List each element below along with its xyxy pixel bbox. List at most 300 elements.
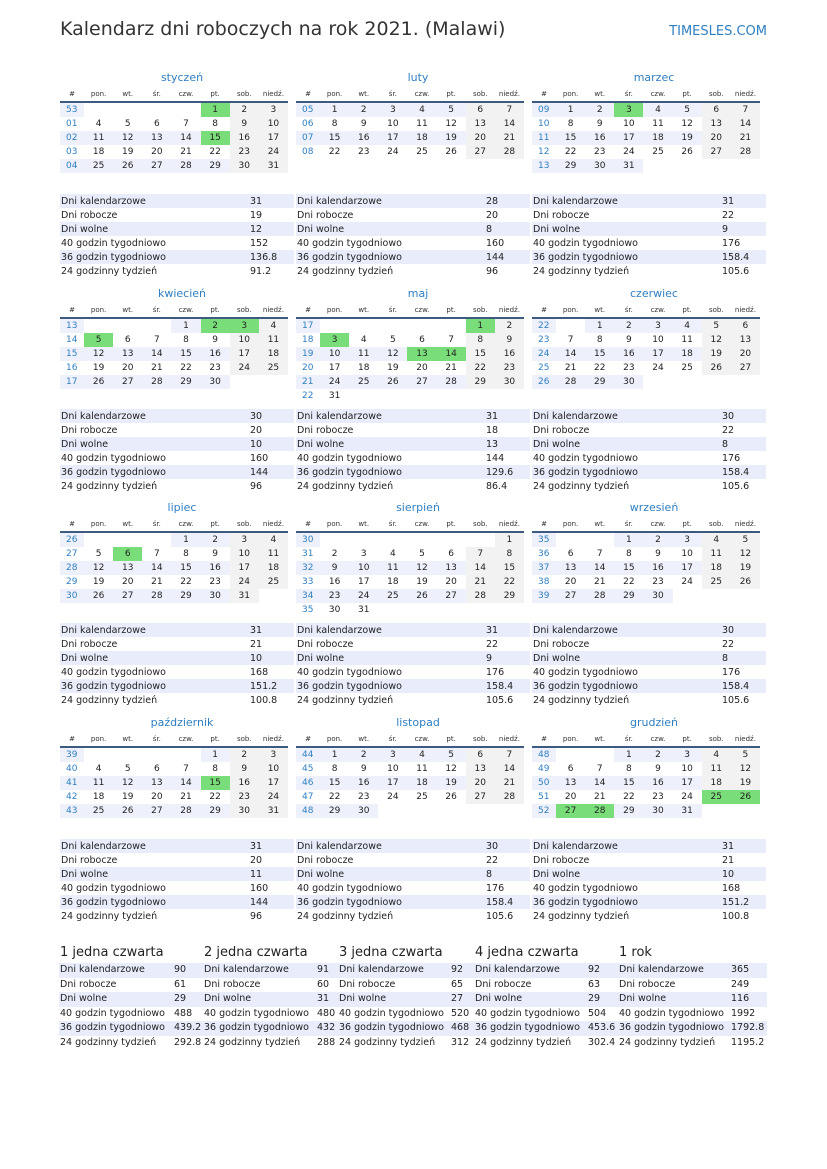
- day-cell: 24: [387, 792, 399, 802]
- weekend-cell: 26: [702, 361, 731, 375]
- week-number: 48: [296, 804, 320, 818]
- stat-row: [60, 637, 294, 651]
- week-number: 52: [532, 804, 556, 818]
- summary-label: Dni kalendarzowe: [475, 964, 560, 975]
- stat-row: [532, 222, 766, 236]
- day-cell: 28: [142, 589, 171, 603]
- day-cell: [437, 389, 466, 403]
- week-row: [532, 117, 760, 131]
- day-cell: 7: [183, 764, 189, 774]
- week-row: [296, 389, 524, 403]
- weekend-cell: 25: [259, 361, 288, 375]
- day-cell: [230, 375, 259, 389]
- day-cell: [349, 532, 378, 547]
- stat-row: [60, 693, 294, 707]
- weekday-label: śr.: [378, 86, 407, 102]
- day-cell: [113, 102, 142, 117]
- month-calendar: [532, 286, 760, 389]
- holiday-cell: 15: [201, 131, 230, 145]
- weekday-header: [532, 86, 760, 102]
- month-name: grudzień: [629, 716, 679, 729]
- stat-value: 10: [721, 867, 766, 881]
- week-row: [60, 347, 288, 361]
- month-name: luty: [407, 71, 429, 84]
- day-cell: 2: [349, 747, 378, 762]
- stat-row: [296, 451, 530, 465]
- weekday-label: śr.: [614, 86, 643, 102]
- week-number: 24: [532, 347, 556, 361]
- weekend-cell: 6: [466, 102, 495, 117]
- stat-value: 160: [250, 882, 269, 894]
- stat-value: 158.4: [721, 250, 766, 264]
- day-cell: 25: [84, 804, 113, 818]
- summary-label: Dni kalendarzowe: [339, 964, 424, 975]
- weekend-cell: 11: [702, 762, 731, 776]
- day-cell: 26: [113, 159, 142, 173]
- stat-value: 158.4: [721, 679, 766, 693]
- week-row: [296, 375, 524, 389]
- weekday-label: pon.: [320, 731, 349, 747]
- day-cell: 14: [171, 776, 200, 790]
- day-cell: [731, 159, 760, 173]
- weekday-label: pt.: [673, 302, 702, 318]
- week-number: 23: [538, 335, 550, 345]
- stat-row: [296, 665, 530, 679]
- weekday-label: czw.: [407, 302, 436, 318]
- holiday-cell: 1: [466, 318, 495, 333]
- stat-row: [296, 853, 530, 867]
- day-cell: [495, 804, 524, 818]
- stat-label: Dni robocze: [297, 424, 354, 436]
- day-cell: [556, 747, 585, 762]
- month-calendar: [532, 70, 760, 173]
- week-number: 35: [302, 605, 314, 615]
- weekend-cell: 6: [731, 318, 760, 333]
- weekend-cell: 13: [731, 333, 760, 347]
- stat-value: 22: [486, 854, 499, 866]
- weekend-cell: 27: [466, 145, 495, 159]
- weekday-label: śr.: [378, 516, 407, 532]
- weekend-cell: 10: [259, 762, 288, 776]
- weekend-cell: 4: [702, 747, 731, 762]
- weekend-cell: 29: [495, 589, 524, 603]
- day-cell: 28: [556, 375, 585, 389]
- stat-value: 168: [722, 882, 741, 894]
- weekday-label: śr.: [614, 516, 643, 532]
- weekday-label: pon.: [556, 731, 585, 747]
- day-cell: 22: [593, 363, 606, 373]
- day-cell: 1: [585, 318, 614, 333]
- summary-label: Dni wolne: [619, 993, 667, 1004]
- weekend-cell: 10: [259, 117, 288, 131]
- weekend-cell: 27: [731, 361, 760, 375]
- weekend-cell: 2: [230, 747, 259, 762]
- weekday-label: niedź.: [495, 302, 524, 318]
- day-cell: 19: [121, 792, 134, 802]
- stat-row: [60, 250, 294, 264]
- weekday-label: pt.: [673, 86, 702, 102]
- weekend-cell: 14: [731, 117, 760, 131]
- day-cell: [702, 159, 731, 173]
- stat-row: [532, 623, 766, 637]
- holiday-cell: 3: [320, 333, 349, 347]
- day-cell: 12: [84, 561, 113, 575]
- day-cell: 14: [585, 776, 614, 790]
- summary-label: 24 godzinny tydzień: [204, 1036, 301, 1048]
- day-cell: [556, 532, 585, 547]
- stat-row: [532, 665, 766, 679]
- week-number: 30: [60, 589, 84, 603]
- day-cell: 12: [113, 131, 142, 145]
- month-name: sierpień: [396, 501, 440, 514]
- stat-label: 40 godzin tygodniowo: [533, 452, 638, 464]
- day-cell: 10: [387, 119, 399, 129]
- month-grid: [532, 516, 760, 603]
- stat-label: 40 godzin tygodniowo: [61, 237, 166, 249]
- weekend-cell: 19: [731, 561, 760, 575]
- stat-row: [60, 895, 294, 909]
- stat-row: [296, 839, 530, 853]
- summary-value: 60: [317, 978, 330, 990]
- weekend-cell: 9: [495, 333, 524, 347]
- day-cell: 20: [151, 792, 163, 802]
- day-cell: 11: [652, 119, 664, 129]
- week-number: 37: [532, 561, 556, 575]
- week-row: [532, 589, 760, 603]
- day-cell: 9: [596, 119, 603, 129]
- weekday-label: czw.: [643, 731, 672, 747]
- day-cell: 22: [564, 147, 577, 157]
- stat-value: 151.2: [249, 679, 294, 693]
- day-cell: 14: [142, 561, 171, 575]
- day-cell: 17: [357, 577, 370, 587]
- weekday-label: sob.: [466, 86, 495, 102]
- day-cell: 12: [378, 347, 407, 361]
- weekend-cell: 7: [731, 102, 760, 117]
- week-row: [60, 561, 288, 575]
- day-cell: 20: [121, 577, 134, 587]
- day-cell: 22: [623, 792, 635, 802]
- day-cell: [320, 532, 349, 547]
- week-number: 19: [296, 347, 320, 361]
- stat-value: 8: [485, 867, 530, 881]
- stat-label: Dni robocze: [297, 854, 354, 866]
- weekend-cell: 18: [259, 561, 288, 575]
- weekday-label: wt.: [585, 516, 614, 532]
- day-cell: 22: [328, 792, 341, 802]
- stat-label: Dni robocze: [533, 854, 590, 866]
- weekend-cell: 16: [230, 131, 259, 145]
- month-grid: [296, 731, 524, 818]
- weekend-cell: 30: [230, 159, 259, 173]
- stat-value: 176: [722, 237, 741, 249]
- weekday-label: niedź.: [731, 302, 760, 318]
- weekend-cell: 5: [731, 747, 760, 762]
- weekend-cell: 11: [259, 547, 288, 561]
- day-cell: 25: [416, 147, 428, 157]
- summary-value: 432: [317, 1022, 336, 1033]
- weekend-cell: 16: [495, 347, 524, 361]
- weekday-label: #: [60, 86, 84, 102]
- day-cell: 19: [92, 363, 105, 373]
- weekday-label: sob.: [230, 86, 259, 102]
- stat-label: 40 godzin tygodniowo: [61, 666, 166, 678]
- month-name: kwiecień: [157, 287, 207, 300]
- stat-row: [532, 895, 766, 909]
- stat-label: 24 godzinny tydzień: [533, 910, 630, 922]
- day-cell: [378, 532, 407, 547]
- weekday-label: #: [60, 516, 84, 532]
- month-grid: [532, 302, 760, 389]
- week-row: [60, 159, 288, 173]
- day-cell: 4: [95, 764, 102, 774]
- summary-title: 1 rok: [619, 945, 652, 960]
- weekend-cell: 23: [495, 361, 524, 375]
- week-number: 15: [60, 347, 84, 361]
- week-row: [296, 804, 524, 818]
- day-cell: 2: [643, 747, 672, 762]
- day-cell: 25: [416, 792, 428, 802]
- brand-link[interactable]: TIMESLES.COM: [669, 24, 767, 39]
- stat-row: [532, 881, 766, 895]
- week-row: [296, 547, 524, 561]
- week-row: [532, 747, 760, 762]
- weekday-label: czw.: [407, 516, 436, 532]
- day-cell: 5: [419, 549, 425, 559]
- stat-label: 24 godzinny tydzień: [297, 910, 394, 922]
- stat-row: [532, 409, 766, 423]
- day-cell: 13: [556, 561, 585, 575]
- stat-value: 21: [722, 854, 735, 866]
- day-cell: 24: [681, 792, 693, 802]
- weekday-label: niedź.: [259, 731, 288, 747]
- week-number: 22: [532, 318, 556, 333]
- day-cell: [407, 318, 436, 333]
- summary-label: Dni kalendarzowe: [619, 964, 704, 975]
- summary-label: 36 godzin tygodniowo: [204, 1022, 309, 1033]
- stat-row: [532, 651, 766, 665]
- stat-label: Dni kalendarzowe: [532, 409, 721, 423]
- month-grid: [60, 302, 288, 389]
- day-cell: 23: [593, 147, 606, 157]
- stat-row: [60, 881, 294, 895]
- stat-label: 24 godzinny tydzień: [533, 265, 630, 277]
- day-cell: 19: [416, 577, 428, 587]
- week-number: 21: [296, 375, 320, 389]
- stat-value: 30: [721, 623, 766, 637]
- stat-label: Dni robocze: [61, 854, 118, 866]
- day-cell: [585, 747, 614, 762]
- day-cell: 17: [673, 561, 702, 575]
- day-cell: 28: [171, 804, 200, 818]
- stat-row: [532, 236, 766, 250]
- summary-label: 36 godzin tygodniowo: [475, 1022, 580, 1033]
- day-cell: 12: [445, 119, 457, 129]
- weekend-cell: 1: [495, 532, 524, 547]
- stat-label: 36 godzin tygodniowo: [296, 250, 485, 264]
- week-row: [532, 804, 760, 818]
- weekday-label: sob.: [702, 302, 731, 318]
- summary-value: 520: [451, 1007, 470, 1019]
- week-number: 20: [302, 363, 314, 373]
- week-number: 32: [296, 561, 320, 575]
- day-cell: 7: [183, 119, 189, 129]
- stat-label: Dni wolne: [296, 651, 485, 665]
- day-cell: 7: [153, 549, 160, 559]
- weekday-label: niedź.: [731, 731, 760, 747]
- weekday-label: wt.: [349, 302, 378, 318]
- day-cell: 9: [655, 549, 661, 559]
- summary-label: Dni robocze: [60, 978, 117, 990]
- weekday-header: [60, 302, 288, 318]
- day-cell: 11: [84, 131, 113, 145]
- summary-label: 36 godzin tygodniowo: [60, 1022, 165, 1033]
- weekday-label: wt.: [585, 86, 614, 102]
- day-cell: [731, 589, 760, 603]
- day-cell: [378, 603, 407, 617]
- week-row: [532, 347, 760, 361]
- stat-value: 160: [250, 452, 269, 464]
- stat-row: [60, 479, 294, 493]
- day-cell: [673, 589, 702, 603]
- weekend-cell: 28: [495, 145, 524, 159]
- week-row: [296, 361, 524, 375]
- weekday-label: sob.: [466, 731, 495, 747]
- stat-label: 36 godzin tygodniowo: [60, 895, 249, 909]
- month-grid: [532, 731, 760, 818]
- day-cell: 26: [84, 375, 113, 389]
- day-cell: 15: [614, 776, 643, 790]
- stat-row: [532, 250, 766, 264]
- weekday-label: niedź.: [731, 516, 760, 532]
- stat-label: 36 godzin tygodniowo: [532, 679, 721, 693]
- week-row: [532, 145, 760, 159]
- week-number: 47: [302, 792, 314, 802]
- stat-row: [60, 423, 294, 437]
- weekend-cell: 13: [466, 117, 495, 131]
- stat-label: Dni kalendarzowe: [60, 839, 249, 853]
- week-number: 16: [66, 363, 78, 373]
- month-name: styczeń: [160, 71, 204, 84]
- weekday-header: [296, 86, 524, 102]
- week-number: 17: [60, 375, 84, 389]
- day-cell: 13: [113, 347, 142, 361]
- weekday-label: wt.: [349, 86, 378, 102]
- stat-label: Dni robocze: [61, 209, 118, 221]
- day-cell: 13: [437, 561, 466, 575]
- day-cell: 30: [201, 589, 230, 603]
- day-cell: 27: [142, 159, 171, 173]
- weekday-label: pon.: [84, 516, 113, 532]
- stat-label: 36 godzin tygodniowo: [532, 895, 721, 909]
- day-cell: 30: [585, 159, 614, 173]
- stat-row: [532, 465, 766, 479]
- week-row: [532, 361, 760, 375]
- stat-row: [296, 693, 530, 707]
- stat-value: 144: [486, 452, 505, 464]
- day-cell: 18: [387, 577, 399, 587]
- day-cell: 1: [614, 747, 643, 762]
- stat-value: 158.4: [721, 465, 766, 479]
- stat-row: [532, 423, 766, 437]
- day-cell: 19: [673, 131, 702, 145]
- day-cell: 4: [643, 102, 672, 117]
- summary-value: 29: [588, 993, 601, 1004]
- day-cell: [437, 532, 466, 547]
- weekday-label: pt.: [201, 86, 230, 102]
- weekday-label: pt.: [201, 302, 230, 318]
- weekday-label: wt.: [113, 302, 142, 318]
- day-cell: 10: [681, 549, 693, 559]
- day-cell: 28: [585, 589, 614, 603]
- weekend-cell: 10: [230, 333, 259, 347]
- stat-value: 152: [250, 237, 269, 249]
- stat-row: [60, 194, 294, 208]
- week-number: 10: [538, 119, 550, 129]
- summary-value: 453.6: [588, 1022, 616, 1033]
- stat-value: 22: [486, 638, 499, 650]
- stat-row: [60, 465, 294, 479]
- weekend-cell: 31: [259, 159, 288, 173]
- day-cell: [349, 389, 378, 403]
- week-number: 27: [66, 549, 78, 559]
- day-cell: [495, 389, 524, 403]
- stat-value: 136.8: [249, 250, 294, 264]
- weekend-cell: 31: [230, 589, 259, 603]
- weekend-cell: 20: [731, 347, 760, 361]
- day-cell: 21: [564, 363, 577, 373]
- weekday-label: śr.: [614, 302, 643, 318]
- day-cell: 17: [378, 776, 407, 790]
- day-cell: 16: [349, 131, 378, 145]
- day-cell: 23: [209, 577, 221, 587]
- day-cell: 5: [437, 747, 466, 762]
- day-cell: 20: [416, 363, 428, 373]
- week-row: [60, 361, 288, 375]
- stat-value: 91.2: [250, 265, 272, 277]
- weekend-cell: 21: [731, 131, 760, 145]
- day-cell: [585, 532, 614, 547]
- holiday-cell: 3: [230, 318, 259, 333]
- day-cell: 1: [614, 532, 643, 547]
- month-stats: [296, 194, 530, 278]
- day-cell: 10: [320, 347, 349, 361]
- week-row: [532, 575, 760, 589]
- weekday-label: śr.: [142, 731, 171, 747]
- stat-value: 10: [249, 437, 294, 451]
- weekend-cell: 9: [230, 762, 259, 776]
- stat-value: 100.8: [250, 694, 278, 706]
- weekday-label: czw.: [171, 302, 200, 318]
- stat-row: [532, 867, 766, 881]
- day-cell: 21: [151, 577, 163, 587]
- week-number: 03: [66, 147, 78, 157]
- stat-value: 176: [486, 882, 505, 894]
- stat-label: Dni kalendarzowe: [532, 194, 721, 208]
- weekend-cell: 12: [731, 762, 760, 776]
- stat-label: 36 godzin tygodniowo: [532, 250, 721, 264]
- week-row: [296, 145, 524, 159]
- stat-label: Dni wolne: [296, 437, 485, 451]
- stat-label: Dni wolne: [296, 867, 485, 881]
- day-cell: 12: [113, 776, 142, 790]
- day-cell: 29: [585, 375, 614, 389]
- weekend-cell: 27: [466, 790, 495, 804]
- stat-value: 13: [485, 437, 530, 451]
- stat-value: 31: [721, 839, 766, 853]
- weekend-cell: 13: [466, 762, 495, 776]
- stat-row: [296, 465, 530, 479]
